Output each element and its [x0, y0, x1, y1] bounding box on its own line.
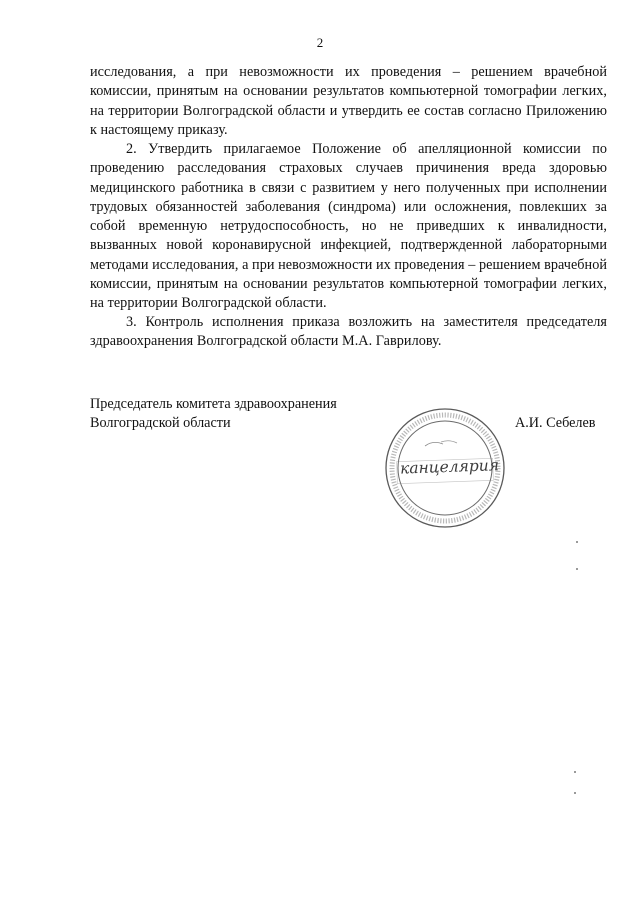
scan-artifact: [576, 541, 578, 543]
scan-artifact: [576, 568, 578, 570]
paragraph-1: исследования, а при невозможности их проведения – решением врачебной комиссии, принятым на основании результатов компьютерной томографии легких, на территории Волгоградской области и утвердить ее состав согласно Приложению к настоящему приказу.: [90, 64, 607, 138]
paragraph-3: 3. Контроль исполнения приказа возложить на заместителя председателя здравоохранения Волгоградской области М.А. Гаврилову.: [90, 314, 607, 350]
paragraph-2: 2. Утвердить прилагаемое Положение об апелляционной комиссии по проведению расследования страховых случаев причинения вреда здоровью медицинского работника в связи с развитием у него полученных при исполнении трудовых обязанностей заболевания (синдрома) или осложнения, повлекших за собой временную нетрудоспособность, но не приведших к инвалидности, вызванных новой коронавирусной инфекцией, подтвержденной лабораторными методами исследования, а при невозможности их проведения – решением врачебной комиссии, принятым на основании результатов компьютерной томографии легких, на территории Волгоградской области.: [90, 141, 607, 312]
signatory-title-line-2: Волгоградской области: [90, 415, 231, 432]
page-number: 2: [316, 35, 324, 50]
signatory-title-line-1: Председатель комитета здравоохранения: [90, 396, 337, 412]
stamp-label: канцелярия: [399, 456, 500, 478]
signatory-name: А.И. Себелев: [515, 415, 596, 431]
scan-artifact: [574, 792, 576, 794]
signatory-title: [90, 395, 410, 434]
scan-artifact: [574, 771, 576, 773]
